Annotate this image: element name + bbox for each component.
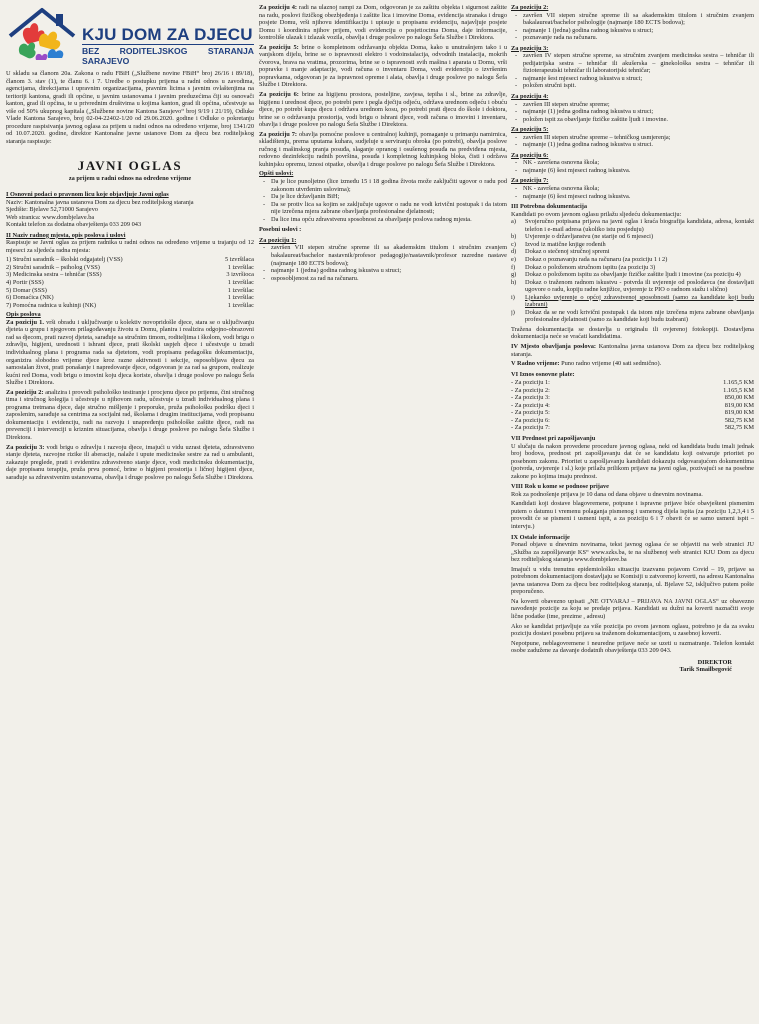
list-item: g) Dokaz o položenom ispitu za obavljanje fizičke zaštite ljudi i imovine (za poziciju 4) bbox=[511, 271, 741, 279]
section-8-text: Rok za podnošenje prijava je 10 dana od dana objave u dnevnim novinama. bbox=[511, 490, 703, 498]
list-item: j) Dokaz da se ne vodi krivični postupak i da istom nije izrečena mjera zabrane obavljanja profesionalne djelatnosti (samo za kandidate koji budu izabrani) bbox=[511, 308, 754, 324]
posebni-p6-list bbox=[515, 159, 754, 174]
intro-paragraph: U skladu sa članom 20a. Zakona o radu FBiH („Službene novine FBiH“ broj 26/16 i 89/18), članom 3. stav (1), te članu 6. i 7. Uredbe o postupku prijema u radni odnos u zavodima, agencijama, direkcijama i upravnim organizacijama, pravnim licima s javnim ovlaštenjima na teritoriji kantona, gradi ili općine, u javnim ustanovama i javnim preduzećima čiji su osnovači kanton, grad ili općina, te u privrednim društvima u kojima kanton, grad ili općina, učestvuje sa više od 50% ukupnog kapitala („Službene novine Kantona Sarajevo“ broj 9/19 i 21/19), Odluke Vlade Kantona Sarajevo, broj 02-04-22402-1/20 od 29.06.2020. godine i Odluke o pokretanju procedure raspisivanja javnog oglasa za prijem u radni odnos na određeno vrijeme, broj 1341/20 od 10.07.2020. godine, direktor Kantonalne javne ustanove Dom za djecu bez roditeljskog staranja raspisuje: bbox=[6, 70, 254, 145]
org-address: Sjedište: Bjelave 52,71000 Sarajevo bbox=[6, 206, 98, 214]
salary-row: - Za poziciju 4: 819,00 KM bbox=[511, 401, 754, 409]
duty-7: Za poziciju 7: obavlja pomoćne poslove u centralnoj kuhinji, pomaganje u primanju namirnica, skladištenju, prema uputama kuhara, sudjeluje u serviranju obroka (po potrebi), obavlja poslove ručnog i mašinskog pranja posuđa, slaganje opranog i osušenog posuđa na predviđena mjesta, redovno dezinfekciju radnih površina, posuđa i kompletnog kuhinjskog bloka, čisti i održava kuhinjsku opremu, iznosi otpatke, obavlja i druge poslove po nalogu Šefa Službe i Direktora. bbox=[259, 130, 507, 168]
duty-4: Za poziciju 4: radi na ulaznoj rampi za Dom, odgovoran je za zaštitu objekta i sigurnost zaštite na radu, poslovi fizičkog obezbjeđenja i zaštite lica i imovine Doma, evidencija stranaka i drugo posjete Domu, vrši njihovu identifikaciju i upisuje u propisanu evidenciju, najavljuje posjete Domu i koordinira njihov prijem, vodi evidenciju o posjetiocima Doma, daje informacije, kontroliše ulazak i izlazak vozila, obavlja i druge poslove po nalogu Šefa Službe i Direktora. bbox=[259, 4, 507, 42]
list-item: - najmanje (1) jedna godina radnog iskustva u struci. bbox=[515, 141, 754, 149]
duty-2: Za poziciju 2: analizira i provodi psihološko testiranje i procjenu djece po prijemu, čini stručnog tima i stručnog kolegija i učestvuje u njihovom radu, učestvuje u izradi individualnog plana i programa tretmana djece, daje stručno mišljenje i preporuke, pruža psihološku podršku djeci i zaposlenim, sarađuje sa centrima za socijalni rad, školama i drugim institucijama, vodi propisanu dokumentaciju i evidenciju, radi na razvoju i unapređenju psihološke zaštite djece, radi na prevenciji i intervenciji u kriznim situacijama, obavlja i druge poslove po nalogu Šefa Službe i Direktora. bbox=[6, 388, 254, 441]
posebni-p2-list bbox=[515, 12, 754, 42]
posebni-p1-label: Za poziciju 1: bbox=[259, 236, 297, 244]
list-item: - NK - završena osnovna škola; bbox=[515, 159, 754, 167]
positions-list bbox=[6, 256, 254, 309]
posebni-p4-list bbox=[515, 101, 754, 124]
list-item: i) Ljekarsko uvjerenje o općoj zdravstvenoj sposobnosti (samo za kandidate koji budu izabrani) bbox=[511, 293, 754, 309]
house-hands-icon bbox=[6, 6, 78, 66]
section-7-text: U slučaju da nakon provedene procedure javnog oglasa, neki od kandidata budu imali jednak broj bodova, prednost pri zapošljavanju dat će se kandidatu koji ostvaruje prioritet po posebnom zakonu. Prioritet u zapošljavanju kandidati dokazuju odgovarajućom dokumentima (potvrda, uvjerenje i sl.) koje prilažu prilikom prijave na javni oglas, pozivajući se na posebne zakone po kojima imaju prednost. bbox=[511, 442, 754, 480]
signature-role: DIREKTOR bbox=[697, 658, 732, 666]
salary-row: - Za poziciju 6: 582,75 KM bbox=[511, 416, 754, 424]
list-item: - poznavanje rada na računaru. bbox=[515, 34, 754, 42]
logo-subtitle: BEZ RODITELJSKOG STARANJA SARAJEVO bbox=[82, 46, 254, 66]
logo bbox=[6, 6, 254, 68]
position-item: 7) Pomoćna radnica u kuhinji (NK) 1 izvršilac bbox=[6, 301, 254, 309]
list-item: - najmanje 1 (jedna) godina radnog iskustva u struci; bbox=[515, 27, 754, 35]
opsti-heading: Opšti uslovi: bbox=[259, 170, 294, 178]
posebni-p7-list bbox=[515, 185, 754, 200]
section-8-text2: Kandidati koji dostave blagovremene, potpune i ispravne prijave biće obavješteni pismenim putem o datumu i vremenu polaganja pismenog i usmenog dijela ispita (za poziciju 1,2,3,4 i 5 provodit će se pismeni i usmeni ispit, a za poziciju 6 i 7 obavit će se samo usmeni ispit – intervju.) bbox=[511, 500, 754, 530]
list-item: - položen stručni ispit. bbox=[515, 82, 754, 90]
duty-1: Za poziciju 1. vrši obradu i uključivanje u kolektiv novopridošle djece, stara se o uključivanju djeteta u grupu i njegovom prilagođavanju životu u Domu, planira i realizira odgojno-obrazovni rad sa djecom, prati razvoj djeteta, sarađuje sa stručnim timom, roditeljima i školom, vodi brigu o zdravlju, higijeni, urednosti i ishrani djece, prati školski uspjeh djece i učestvuje u izradi individualnog plana i programa rada sa djetetom, vodi propisanu pedagošku dokumentaciju, organizira slobodno vrijeme djece kroz razne aktivnosti i sekcije, osposobljava djecu za samostalan život, prati ponašanje i napredovanje djece, odgovoran je za rad sa grupom, realizuje kućni red Doma, vodi brigu o imovini koju djeca koriste, obavlja i druge poslove po nalogu Šefa Službe i Direktora. bbox=[6, 318, 254, 387]
org-phone: Kontakt telefon za dodatna obavještenja 033 209 043 bbox=[6, 221, 142, 229]
list-item: h) Dokaz o traženom radnom iskustvu - potvrda ili uvjerenje od poslodavca (ne dostavljati ugovore o radu, kopiju radne knjižice, uvjerenje iz PIO o radnom stažu i slično) bbox=[511, 278, 754, 294]
signature-name: Tarik Smailbegović bbox=[679, 666, 732, 674]
section-9-text2: Imajući u vidu trenutnu epidemiološku situaciju izazvanu pojavom Covid – 19, prijave sa potrebnom dokumentacijom dostavljaju se Komisiji u zatvorenoj koverti, na adresu Kantonalna javna ustanova Dom za djecu bez roditeljskog staranja, ul. Bjelave 52, isključivo putem pošte preporučeno. bbox=[511, 565, 754, 596]
section-1-heading: I Osnovni podaci o pravnom licu koje objavljuje Javni oglas bbox=[6, 191, 169, 199]
section-4: IV Mjesto obavljanja poslova: Kantonalna javna ustanova Dom za djecu bez roditeljskog staranja. bbox=[511, 342, 754, 358]
posebni-p5-label: Za poziciju 5: bbox=[511, 126, 549, 134]
section-9-text: Ponad objave u dnevnim novinama, tekst javnog oglasa će se objaviti na web stranici JU „Služba za zapošljavanje KS“ www.szks.ba, te na službenoj web stranici KJU Dom za djecu bez roditeljskog staranja www.dombjelave.ba bbox=[511, 541, 754, 564]
ad-subtitle: za prijem u radni odnos na određeno vrijeme bbox=[68, 175, 192, 183]
org-name: Naziv: Kantonalna javna ustanova Dom za djecu bez roditeljskog staranja bbox=[6, 198, 194, 206]
posebni-p2-label: Za poziciju 2: bbox=[511, 4, 549, 11]
salary-row: - Za poziciju 2: 1.165,5 KM bbox=[511, 386, 754, 394]
list-item: - najmanje 1 (jedna) godina radnog iskustva u struci; bbox=[263, 267, 507, 275]
duty-6: Za poziciju 6: brine za higijenu prostora, posteljine, zavjesa, tepiha i sl., brine za zdravlje, higijenu i urednost djece, po potrebi pere i pegla dječiju odjeću, održava urednom odjeću i obuću djece, po potrebi kupa djecu i održava urednom kosu, po potrebi prati djecu do škole i doktora, brine se o održavanju prostorija, vodi brigu o ishrani djece, vodi računa o imovini i inventaru, obavlja i druge poslove po nalogu Šefa Službe i Direktora. bbox=[259, 91, 507, 129]
section-6-heading: VI Iznos osnovne plate: bbox=[511, 370, 575, 378]
position-item: 6) Domaćica (NK) 1 izvršilac bbox=[6, 294, 254, 302]
position-item: 1) Stručni saradnik – školski odgajatelj (VSS) 5 izvršilaca bbox=[6, 256, 254, 264]
list-item: - položen ispit za obavljanje fizičke zaštite ljudi i imovine. bbox=[515, 116, 754, 124]
list-item: c) Izvod iz matične knjige rođenih bbox=[511, 240, 606, 248]
list-item: - završen III stepen stručne spreme – tehničkog usmjerenja; bbox=[515, 134, 754, 142]
logo-title: KJU DOM ZA DJECU bbox=[82, 25, 253, 44]
list-item: - Da je lice punoljetno (lice između 15 i 18 godina života može zaključiti ugovor o radu pod zakonom utvrđenim uslovima); bbox=[263, 178, 507, 193]
posebni-heading: Posebni uslovi : bbox=[259, 226, 302, 234]
salary-list bbox=[511, 379, 754, 432]
posebni-p5-list bbox=[515, 134, 754, 149]
salary-row: - Za poziciju 7: 582,75 KM bbox=[511, 424, 754, 432]
list-item: e) Dokaz o poznavanju rada na računaru (za poziciju 1 i 2) bbox=[511, 255, 668, 263]
list-item: - Da lice ima opću zdravstvenu sposobnost za obavljanje poslova radnog mjesta. bbox=[263, 216, 507, 224]
section-3-heading: III Potrebna dokumentacija bbox=[511, 203, 588, 211]
posebni-p1-list bbox=[263, 244, 507, 282]
column-2 bbox=[259, 4, 507, 1018]
position-item: 4) Portir (SSS) 1 izvršilac bbox=[6, 279, 254, 287]
duty-3: Za poziciju 3: vodi brigu o zdravlju i razvoju djece, imajući u vidu uzrast djeteta, zdravstveno stanje djeteta, razvojne rizike ili aberacije, nalaže i upute medicinske sestre za rad u ambulanti, zakazuje preglede, prati i evidentira zdravstveno stanje djece, vodi medicinsku dokumentaciju, daje propisanu terapiju, pruža prvu pomoć, brine o higijeni prostorija i ličnoj higijeni djece, sarađuje sa zdravstvenim ustanovama, obavlja i druge poslove po nalogu Šefa Službe i Direktora. bbox=[6, 443, 254, 481]
posebni-p3-list bbox=[515, 52, 754, 90]
section-2-heading: II Naziv radnog mjesta, opis poslova i uslovi bbox=[6, 231, 126, 239]
org-website: Web stranica: www.dombjelave.ba bbox=[6, 213, 95, 221]
posebni-p7-label: Za poziciju 7: bbox=[511, 177, 549, 185]
list-item: b) Uvjerenje o državljanstvu (ne starije od 6 mjeseci) bbox=[511, 233, 654, 241]
ad-title: JAVNI OGLAS bbox=[77, 158, 183, 174]
posebni-p3-label: Za poziciju 3: bbox=[511, 44, 549, 52]
list-item: - NK - završena osnovna škola; bbox=[515, 185, 754, 193]
column-1 bbox=[6, 6, 254, 1018]
salary-row: - Za poziciju 1: 1.165,5 KM bbox=[511, 379, 754, 387]
section-9-text5: Nepotpune, neblagovremene i neuredne prijave neće se uzeti u razmatranje. Telefon kontakt osobe zadužene za davanje dodatnih obavještenja 033 209 043. bbox=[511, 639, 754, 655]
salary-row: - Za poziciju 3: 850,00 KM bbox=[511, 394, 754, 402]
section-2-intro: Raspisuje se Javni oglas za prijem radnika u radni odnos na određeno vrijeme u trajanju od 12 mjeseci za sljedeća radna mjesta: bbox=[6, 239, 254, 254]
list-item: - završen IV stepen stručne spreme, sa stručnim zvanjem medicinska sestra – tehničar ili pedijatrijska sestra – tehničar ili akušerska – ginekološka sestra – tehničar ili fizioterapeutski tehničar ili laboratorijski tehničar; bbox=[515, 52, 754, 75]
position-item: 2) Stručni saradnik – psiholog (VSS) 1 izvršilac bbox=[6, 263, 254, 271]
list-item: - najmanje (6) šest mjeseci radnog iskustva. bbox=[515, 167, 754, 175]
opsti-list bbox=[263, 178, 507, 223]
salary-row: - Za poziciju 5: 819,00 KM bbox=[511, 409, 754, 417]
list-item: a) Svojeručno potpisana prijava na javni oglas i kraća biografija kandidata, adresa, kontakt telefon i e-mail adresa (ukoliko istu posjeduju) bbox=[511, 218, 754, 233]
opis-heading: Opis poslova bbox=[6, 311, 41, 319]
docs-list bbox=[511, 218, 754, 324]
section-7-heading: VII Prednost pri zapošljavanju bbox=[511, 434, 596, 442]
section-9-text3: Na koverti obavezno upisati „NE OTVARAJ – PRIJAVA NA JAVNI OGLAS“ uz obavezno navođenje pozicije za koju se predaje prijava. Kandidati su dužni na koverti naznačiti svoje lične podatke (ime, prezime , adresu) bbox=[511, 597, 754, 621]
section-8-heading: VIII Rok u kome se podnose prijave bbox=[511, 483, 609, 491]
section-9-heading: IX Ostale informacije bbox=[511, 533, 570, 541]
section-9-text4: Ako se kandidat prijavljuje za više pozicija po ovom javnom oglasu, potrebno je da za svaku poziciju dostavi posebnu prijavu sa traženom dokumentacijom, u zasebnoj koverti. bbox=[511, 622, 754, 638]
section-3-intro: Kandidati po ovom javnom oglasu prilažu sljedeću dokumentaciju: bbox=[511, 210, 682, 218]
list-item: d) Dokaz o stečenoj stručnoj spremi bbox=[511, 248, 610, 256]
position-item: 5) Domar (SSS) 1 izvršilac bbox=[6, 286, 254, 294]
column-3 bbox=[511, 4, 754, 1018]
list-item: f) Dokaz o položenom stručnom ispitu (za poziciju 3) bbox=[511, 263, 656, 271]
list-item: - završen VII stepen stručne spreme ili sa akademskim titulom i stručnim zvanjem bakalaureat/bachelor nastavnik/profesor pedagogije/nastavnik/profesor razredne nastave (najmanje 180 ECTS bodova); bbox=[263, 244, 507, 267]
list-item: - završen VII stepen stručne spreme ili sa akademskim titulom i stručnim zvanjem bakalaureat/bachelor psihologije (najmanje 180 ECTS bodova); bbox=[515, 12, 754, 27]
list-item: - najmanje (6) šest mjeseci radnog iskustva. bbox=[515, 193, 754, 201]
list-item: - Da se protiv lica sa kojim se zaključuje ugovor o radu ne vodi krivični postupak i da istom nije izrečena mjera zabrane obavljanja profesionalne djelatnosti; bbox=[263, 201, 507, 216]
signature bbox=[511, 659, 754, 674]
section-5: V Radno vrijeme: Puno radno vrijeme (40 sati sedmično). bbox=[511, 360, 662, 368]
list-item: - osposobljenost za rad na računaru. bbox=[263, 275, 507, 283]
list-item: - završen III stepen stručne spreme; bbox=[515, 101, 754, 109]
posebni-p6-label: Za poziciju 6: bbox=[511, 151, 549, 159]
list-item: - Da je lice državljanin BiH; bbox=[263, 193, 507, 201]
posebni-p4-label: Za poziciju 4: bbox=[511, 93, 549, 101]
position-item: 3) Medicinska sestra – tehničar (SSS) 3 izvršioca bbox=[6, 271, 254, 279]
list-item: - najmanje (1) jedna godina radnog iskustva u struci; bbox=[515, 108, 754, 116]
duty-5: Za poziciju 5: brine o kompletnom održavanju objekta Doma, kako u unutrašnjem tako i u vanjskom dijelu, brine se o ispravnosti elektro i vodoinstalacija, odvodnih instalacija, mokrih čvorova, brava na vratima, prozorima, brine se o ispravnosti svih mašina i aparata u Domu, vrši popravke i manje adaptacije, vodi računa o inventaru Doma, vodi evidenciju o izvršenim popravkama, odgovoran je za ispravnost opreme i alata, obavlja i druge poslove po nalogu Šefa Službe i Direktora. bbox=[259, 43, 507, 89]
list-item: - najmanje šest mjeseci radnog iskustva u struci; bbox=[515, 75, 754, 83]
docs-note: Tražena dokumentacija se dostavlja u originalu ili ovjerenoj fotokopiji. Dostavljena dokumentacija neće se vraćati kandidatima. bbox=[511, 325, 754, 341]
